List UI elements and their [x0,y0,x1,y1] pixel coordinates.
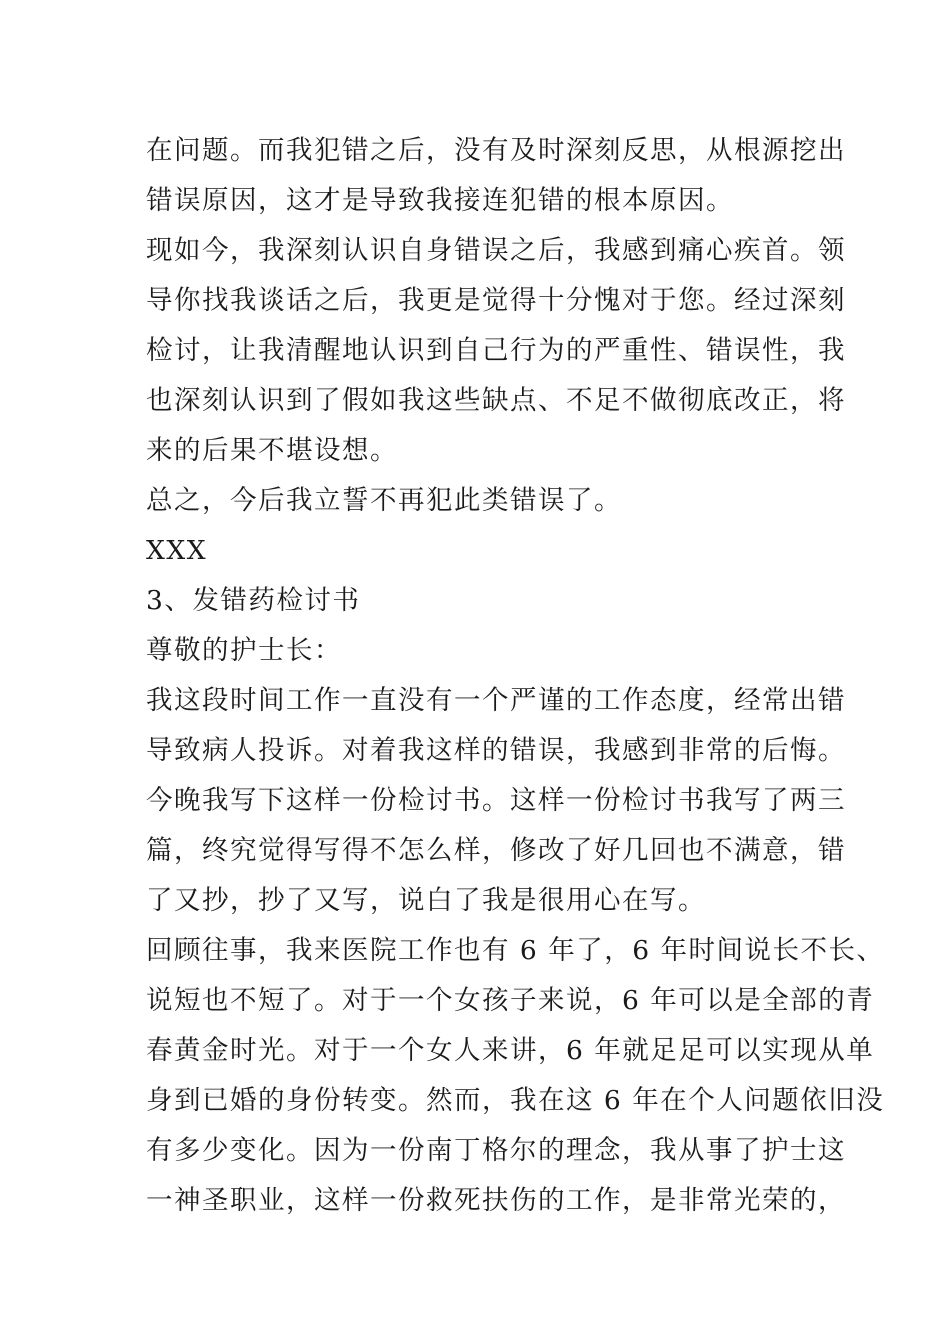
text-line: 了又抄，抄了又写，说白了我是很用心在写。 [146,885,706,916]
signature-text: XXX [146,535,208,566]
paragraph-5 [146,776,846,926]
paragraph-2 [146,226,846,476]
text-line: 春黄金时光。对于一个女人来讲，6 年就足足可以实现从单 [146,1035,875,1066]
salutation [146,626,814,676]
salutation-text: 尊敬的护士长： [146,635,342,666]
text-line: 一神圣职业，这样一份救死扶伤的工作，是非常光荣的， [146,1185,846,1216]
text-line: 也深刻认识到了假如我这些缺点、不足不做彻底改正，将 [146,385,846,416]
section-heading [146,576,814,626]
paragraph-1 [146,126,846,226]
text-line: 导你找我谈话之后，我更是觉得十分愧对于您。经过深刻 [146,285,846,316]
document-body [146,126,885,1226]
text-line: 现如今，我深刻认识自身错误之后，我感到痛心疾首。领 [146,235,846,266]
text-line: 回顾往事，我来医院工作也有 6 年了，6 年时间说长不长、 [146,935,885,966]
heading-text: 3、发错药检讨书 [146,585,361,616]
text-line: 身到已婚的身份转变。然而，我在这 6 年在个人问题依旧没 [146,1085,885,1116]
text-line: 说短也不短了。对于一个女孩子来说，6 年可以是全部的青 [146,985,875,1016]
text-line: 今晚我写下这样一份检讨书。这样一份检讨书我写了两三 [146,785,846,816]
paragraph-6 [146,926,885,1226]
text-line: 在问题。而我犯错之后，没有及时深刻反思，从根源挖出 [146,135,846,166]
text-line: 总之，今后我立誓不再犯此类错误了。 [146,485,622,516]
paragraph-3 [146,476,814,526]
signature-line [146,526,814,576]
text-line: 检讨，让我清醒地认识到自己行为的严重性、错误性，我 [146,335,846,366]
text-line: 错误原因，这才是导致我接连犯错的根本原因。 [146,185,734,216]
text-line: 我这段时间工作一直没有一个严谨的工作态度，经常出错 [146,685,846,716]
text-line: 导致病人投诉。对着我这样的错误，我感到非常的后悔。 [146,735,846,766]
paragraph-4 [146,676,846,776]
text-line: 来的后果不堪设想。 [146,435,398,466]
text-line: 篇，终究觉得写得不怎么样，修改了好几回也不满意，错 [146,835,846,866]
text-line: 有多少变化。因为一份南丁格尔的理念，我从事了护士这 [146,1135,846,1166]
